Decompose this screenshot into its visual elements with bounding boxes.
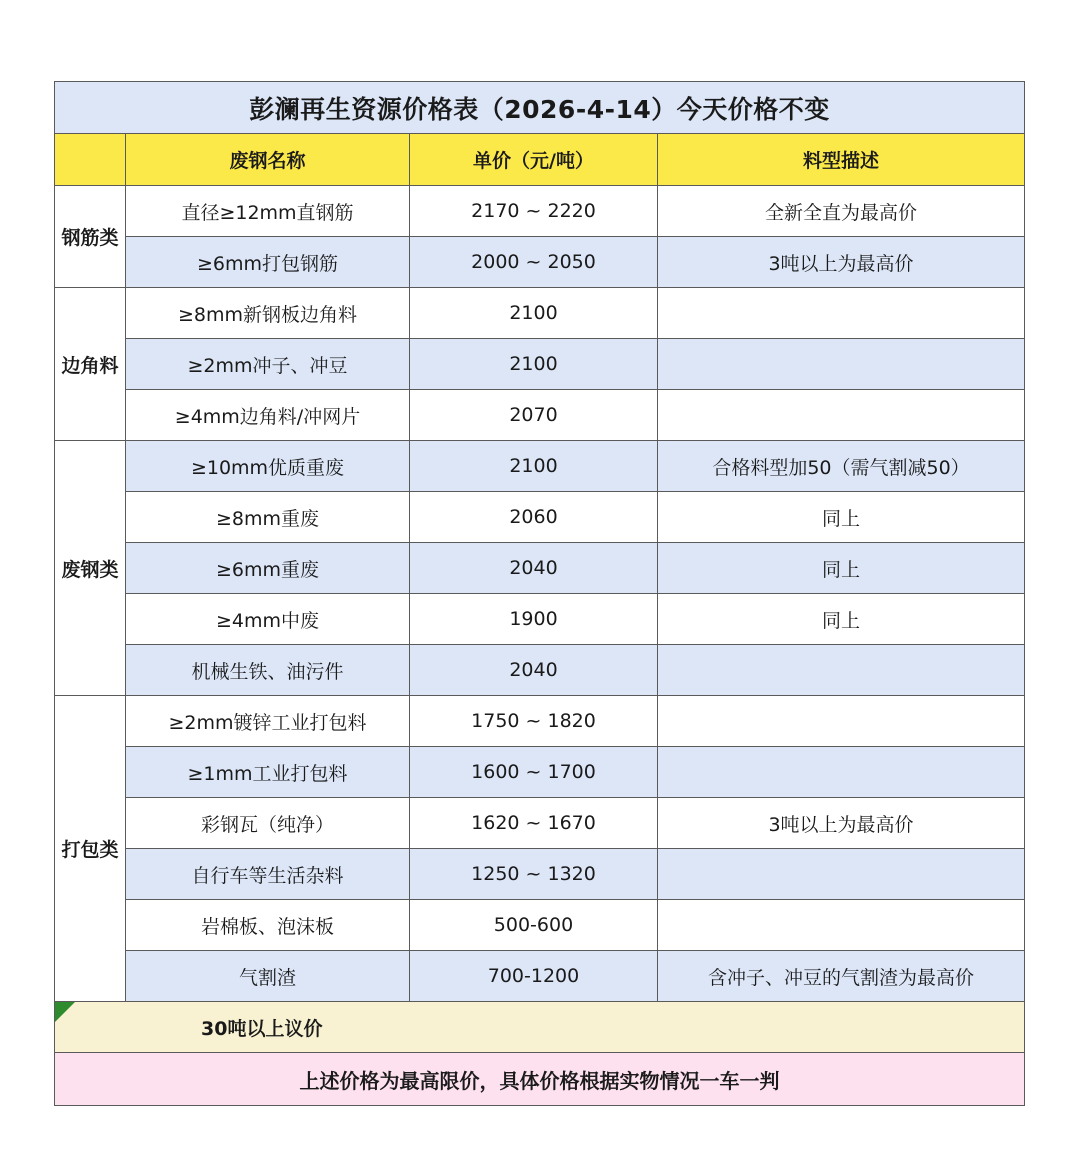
item-name: ≥1mm工业打包料 <box>126 747 410 798</box>
item-price: 2070 <box>410 390 658 441</box>
item-description: 同上 <box>658 594 1025 645</box>
item-description: 合格料型加50（需气割减50） <box>658 441 1025 492</box>
table-row <box>55 798 1025 849</box>
price-table <box>54 81 1025 1106</box>
item-name: ≥4mm中废 <box>126 594 410 645</box>
item-name: 气割渣 <box>126 951 410 1002</box>
item-name: 岩棉板、泡沫板 <box>126 900 410 951</box>
header-desc: 料型描述 <box>658 134 1025 186</box>
category-label: 钢筋类 <box>55 186 126 288</box>
item-price: 2100 <box>410 288 658 339</box>
table-row <box>55 900 1025 951</box>
item-name: ≥6mm重废 <box>126 543 410 594</box>
item-description <box>658 288 1025 339</box>
table-row <box>55 186 1025 237</box>
table-row <box>55 492 1025 543</box>
item-price: 700-1200 <box>410 951 658 1002</box>
item-description <box>658 900 1025 951</box>
note-text: 30吨以上议价 <box>201 1017 323 1040</box>
header-corner <box>55 134 126 186</box>
table-row <box>55 390 1025 441</box>
item-name: 直径≥12mm直钢筋 <box>126 186 410 237</box>
note-row <box>55 1002 1025 1053</box>
item-description: 3吨以上为最高价 <box>658 798 1025 849</box>
table-row <box>55 849 1025 900</box>
header-name: 废钢名称 <box>126 134 410 186</box>
footer-row <box>55 1053 1025 1106</box>
item-description: 含冲子、冲豆的气割渣为最高价 <box>658 951 1025 1002</box>
table-row <box>55 237 1025 288</box>
item-name: ≥8mm新钢板边角料 <box>126 288 410 339</box>
header-price: 单价（元/吨） <box>410 134 658 186</box>
item-description: 3吨以上为最高价 <box>658 237 1025 288</box>
item-name: 机械生铁、油污件 <box>126 645 410 696</box>
item-price: 2100 <box>410 441 658 492</box>
item-name: ≥10mm优质重废 <box>126 441 410 492</box>
item-description: 同上 <box>658 492 1025 543</box>
item-description <box>658 645 1025 696</box>
item-price: 2040 <box>410 645 658 696</box>
table-row <box>55 441 1025 492</box>
item-price: 2040 <box>410 543 658 594</box>
item-price: 2000 ~ 2050 <box>410 237 658 288</box>
item-price: 1900 <box>410 594 658 645</box>
table-row <box>55 339 1025 390</box>
item-description: 全新全直为最高价 <box>658 186 1025 237</box>
category-label: 边角料 <box>55 288 126 441</box>
table-row <box>55 696 1025 747</box>
item-description <box>658 339 1025 390</box>
item-description <box>658 390 1025 441</box>
item-price: 1250 ~ 1320 <box>410 849 658 900</box>
item-price: 500-600 <box>410 900 658 951</box>
comment-marker-icon <box>55 1002 75 1022</box>
item-name: ≥8mm重废 <box>126 492 410 543</box>
note-cell <box>55 1002 1025 1053</box>
item-price: 2170 ~ 2220 <box>410 186 658 237</box>
table-row <box>55 594 1025 645</box>
category-label: 废钢类 <box>55 441 126 696</box>
item-price: 2060 <box>410 492 658 543</box>
item-price: 1600 ~ 1700 <box>410 747 658 798</box>
table-row <box>55 951 1025 1002</box>
item-description <box>658 849 1025 900</box>
item-price: 1620 ~ 1670 <box>410 798 658 849</box>
table-row <box>55 747 1025 798</box>
table-title: 彭澜再生资源价格表（2026-4-14）今天价格不变 <box>55 82 1025 134</box>
item-price: 1750 ~ 1820 <box>410 696 658 747</box>
header-row <box>55 134 1025 186</box>
table-row <box>55 288 1025 339</box>
item-name: ≥2mm镀锌工业打包料 <box>126 696 410 747</box>
item-name: 彩钢瓦（纯净） <box>126 798 410 849</box>
item-name: ≥4mm边角料/冲网片 <box>126 390 410 441</box>
item-name: ≥2mm冲子、冲豆 <box>126 339 410 390</box>
table-row <box>55 543 1025 594</box>
item-name: ≥6mm打包钢筋 <box>126 237 410 288</box>
table-row <box>55 645 1025 696</box>
footer-text: 上述价格为最高限价，具体价格根据实物情况一车一判 <box>55 1053 1025 1106</box>
item-description <box>658 696 1025 747</box>
item-name: 自行车等生活杂料 <box>126 849 410 900</box>
item-description: 同上 <box>658 543 1025 594</box>
item-price: 2100 <box>410 339 658 390</box>
category-label: 打包类 <box>55 696 126 1002</box>
item-description <box>658 747 1025 798</box>
